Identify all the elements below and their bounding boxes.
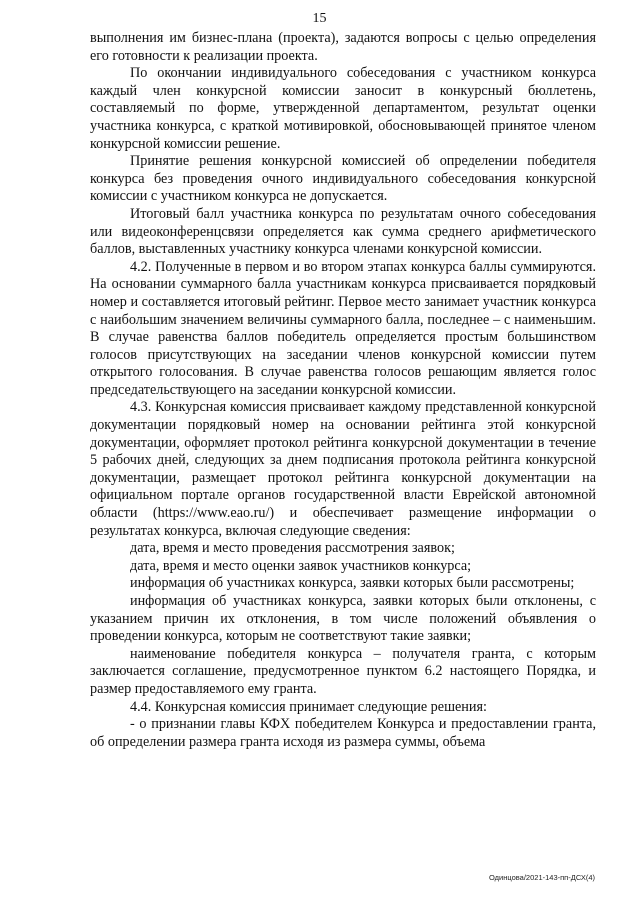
paragraph-4-2: 4.2. Полученные в первом и во втором этапах конкурса баллы суммируются. На основании суммарного балла участникам конкурса присваивается порядковый номер и составляется итоговый рейтинг. Первое место занимает участник конкурса с наибольшим значением величины суммарного балла, последнее – с наименьшим. В случае равенства баллов победитель определяется простым большинством голосов присутствующих на заседании членов конкурсной комиссии путем открытого голосования. В случае равенства голосов решающим является голос председательствующего на заседании конкурсной комиссии. xyxy=(90,258,596,398)
list-item-evaluation-date: дата, время и место оценки заявок участников конкурса; xyxy=(130,557,472,574)
list-item-winner: наименование победителя конкурса – получателя гранта, с которым заключается соглашение, предусмотренное пунктом 6.2 настоящего Порядка, и размер предоставляемого ему гранта. xyxy=(90,645,596,697)
paragraph-final-score: Итоговый балл участника конкурса по результатам очного собеседования или видеоконференцсвязи определяется как сумма среднего арифметического баллов, выставленных участнику конкурса членами конкурсной комиссии. xyxy=(90,205,596,258)
list-item-reviewed-participants: информация об участниках конкурса, заявки которых были рассмотрены; xyxy=(130,575,575,592)
paragraph-continuation: выполнения им бизнес-плана (проекта), задаются вопросы с целью определения его готовности к реализации проекта. xyxy=(90,30,596,64)
document-footer-code: Одинцова/2021-143-пп-ДСХ(4) xyxy=(489,873,595,882)
paragraph-4-3: 4.3. Конкурсная комиссия присваивает каждому представленной конкурсной документации порядковый номер на основании рейтинга этой конкурсной документации, оформляет протокол рейтинга конкурсной документации в течение 5 рабочих дней, следующих за днем подписания протокола рейтинга конкурсной документации, размещает протокол рейтинга конкурсной документации на официальном портале органов государственной власти Еврейской автономной области (https://www.eao.ru/) и обеспечивает размещение информации о результатах конкурса, включая следующие сведения: xyxy=(90,399,596,539)
paragraph-individual-interview: По окончании индивидуального собеседования с участником конкурса каждый член конкурсной комиссии заносит в конкурсный бюллетень, составляемый по форме, утвержденной департаментом, результат оценки участника конкурса, с краткой мотивировкой, обосновывающей принятое членом конкурсной комиссии решение. xyxy=(90,65,596,152)
paragraph-4-4: 4.4. Конкурсная комиссия принимает следующие решения: xyxy=(130,698,487,715)
page-number: 15 xyxy=(312,11,327,26)
paragraph-decision-without-interview: Принятие решения конкурсной комиссией об определении победителя конкурса без проведения очного индивидуального собеседования конкурсной комиссии с участником конкурса не допускается. xyxy=(90,153,596,205)
list-item-review-date: дата, время и место проведения рассмотрения заявок; xyxy=(130,540,455,557)
paragraph-4-4-first-decision: - о признании главы КФХ победителем Конкурса и предоставлении гранта, об определении размера гранта исходя из размера суммы, объема xyxy=(90,716,596,750)
list-item-rejected-participants: информация об участниках конкурса, заявки которых были отклонены, с указанием причин их отклонения, в том числе положений объявления о проведении конкурса, которым не соответствуют такие заявки; xyxy=(90,593,596,645)
document-body xyxy=(90,30,596,751)
